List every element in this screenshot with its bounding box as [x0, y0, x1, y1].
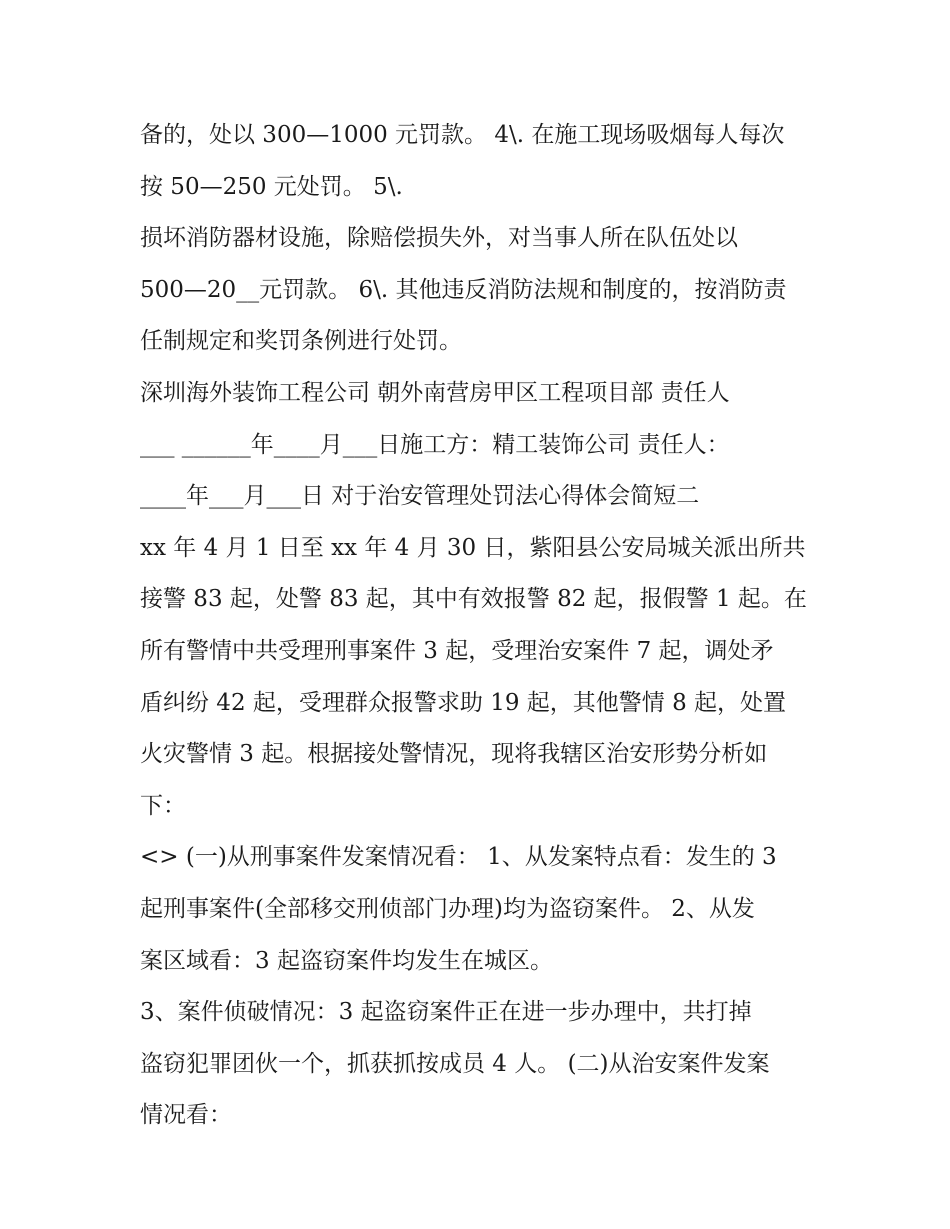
- text-line: 情况看：: [140, 1102, 232, 1129]
- text-line: 3、案件侦破情况：3 起盗窃案件正在进一步办理中，共打掉: [140, 999, 752, 1026]
- text-line: xx 年 4 月 1 日至 xx 年 4 月 30 日，紫阳县公安局城关派出所共: [140, 534, 806, 561]
- text-line: <> (一)从刑事案件发案情况看： 1、从发案特点看：发生的 3: [140, 844, 777, 871]
- text-line: ____年___月___日 对于治安管理处罚法心得体会简短二: [140, 483, 700, 510]
- text-line: 接警 83 起，处警 83 起，其中有效报警 82 起，报假警 1 起。在: [140, 586, 807, 613]
- text-line: ___ ______年____月___日施工方：精工装饰公司 责任人：: [140, 431, 730, 458]
- text-line: 火灾警情 3 起。根据接处警情况，现将我辖区治安形势分析如: [140, 741, 768, 768]
- text-line: 盾纠纷 42 起，受理群众报警求助 19 起，其他警情 8 起，处置: [140, 689, 787, 716]
- text-line: 按 50—250 元处罚。 5\.: [140, 173, 403, 200]
- text-line: 盗窃犯罪团伙一个，抓获抓按成员 4 人。 (二)从治安案件发案: [140, 1050, 770, 1077]
- text-line: 备的，处以 300—1000 元罚款。 4\. 在施工现场吸烟每人每次: [140, 122, 785, 148]
- text-line: 起刑事案件(全部移交刑侦部门办理)均为盗窃案件。 2、从发: [140, 895, 755, 922]
- text-line: 深圳海外装饰工程公司 朝外南营房甲区工程项目部 责任人: [140, 379, 730, 406]
- text-line: 所有警情中共受理刑事案件 3 起，受理治安案件 7 起，调处矛: [140, 637, 774, 664]
- text-line: 任制规定和奖罚条例进行处罚。: [140, 328, 462, 355]
- text-line: 下：: [140, 792, 186, 819]
- text-line: 损坏消防器材设施，除赔偿损失外，对当事人所在队伍处以: [140, 225, 738, 252]
- text-line: 案区域看：3 起盗窃案件均发生在城区。: [140, 947, 553, 974]
- text-line: 500—20__元罚款。 6\. 其他违反消防法规和制度的，按消防责: [140, 276, 787, 303]
- document-body: [140, 110, 820, 1142]
